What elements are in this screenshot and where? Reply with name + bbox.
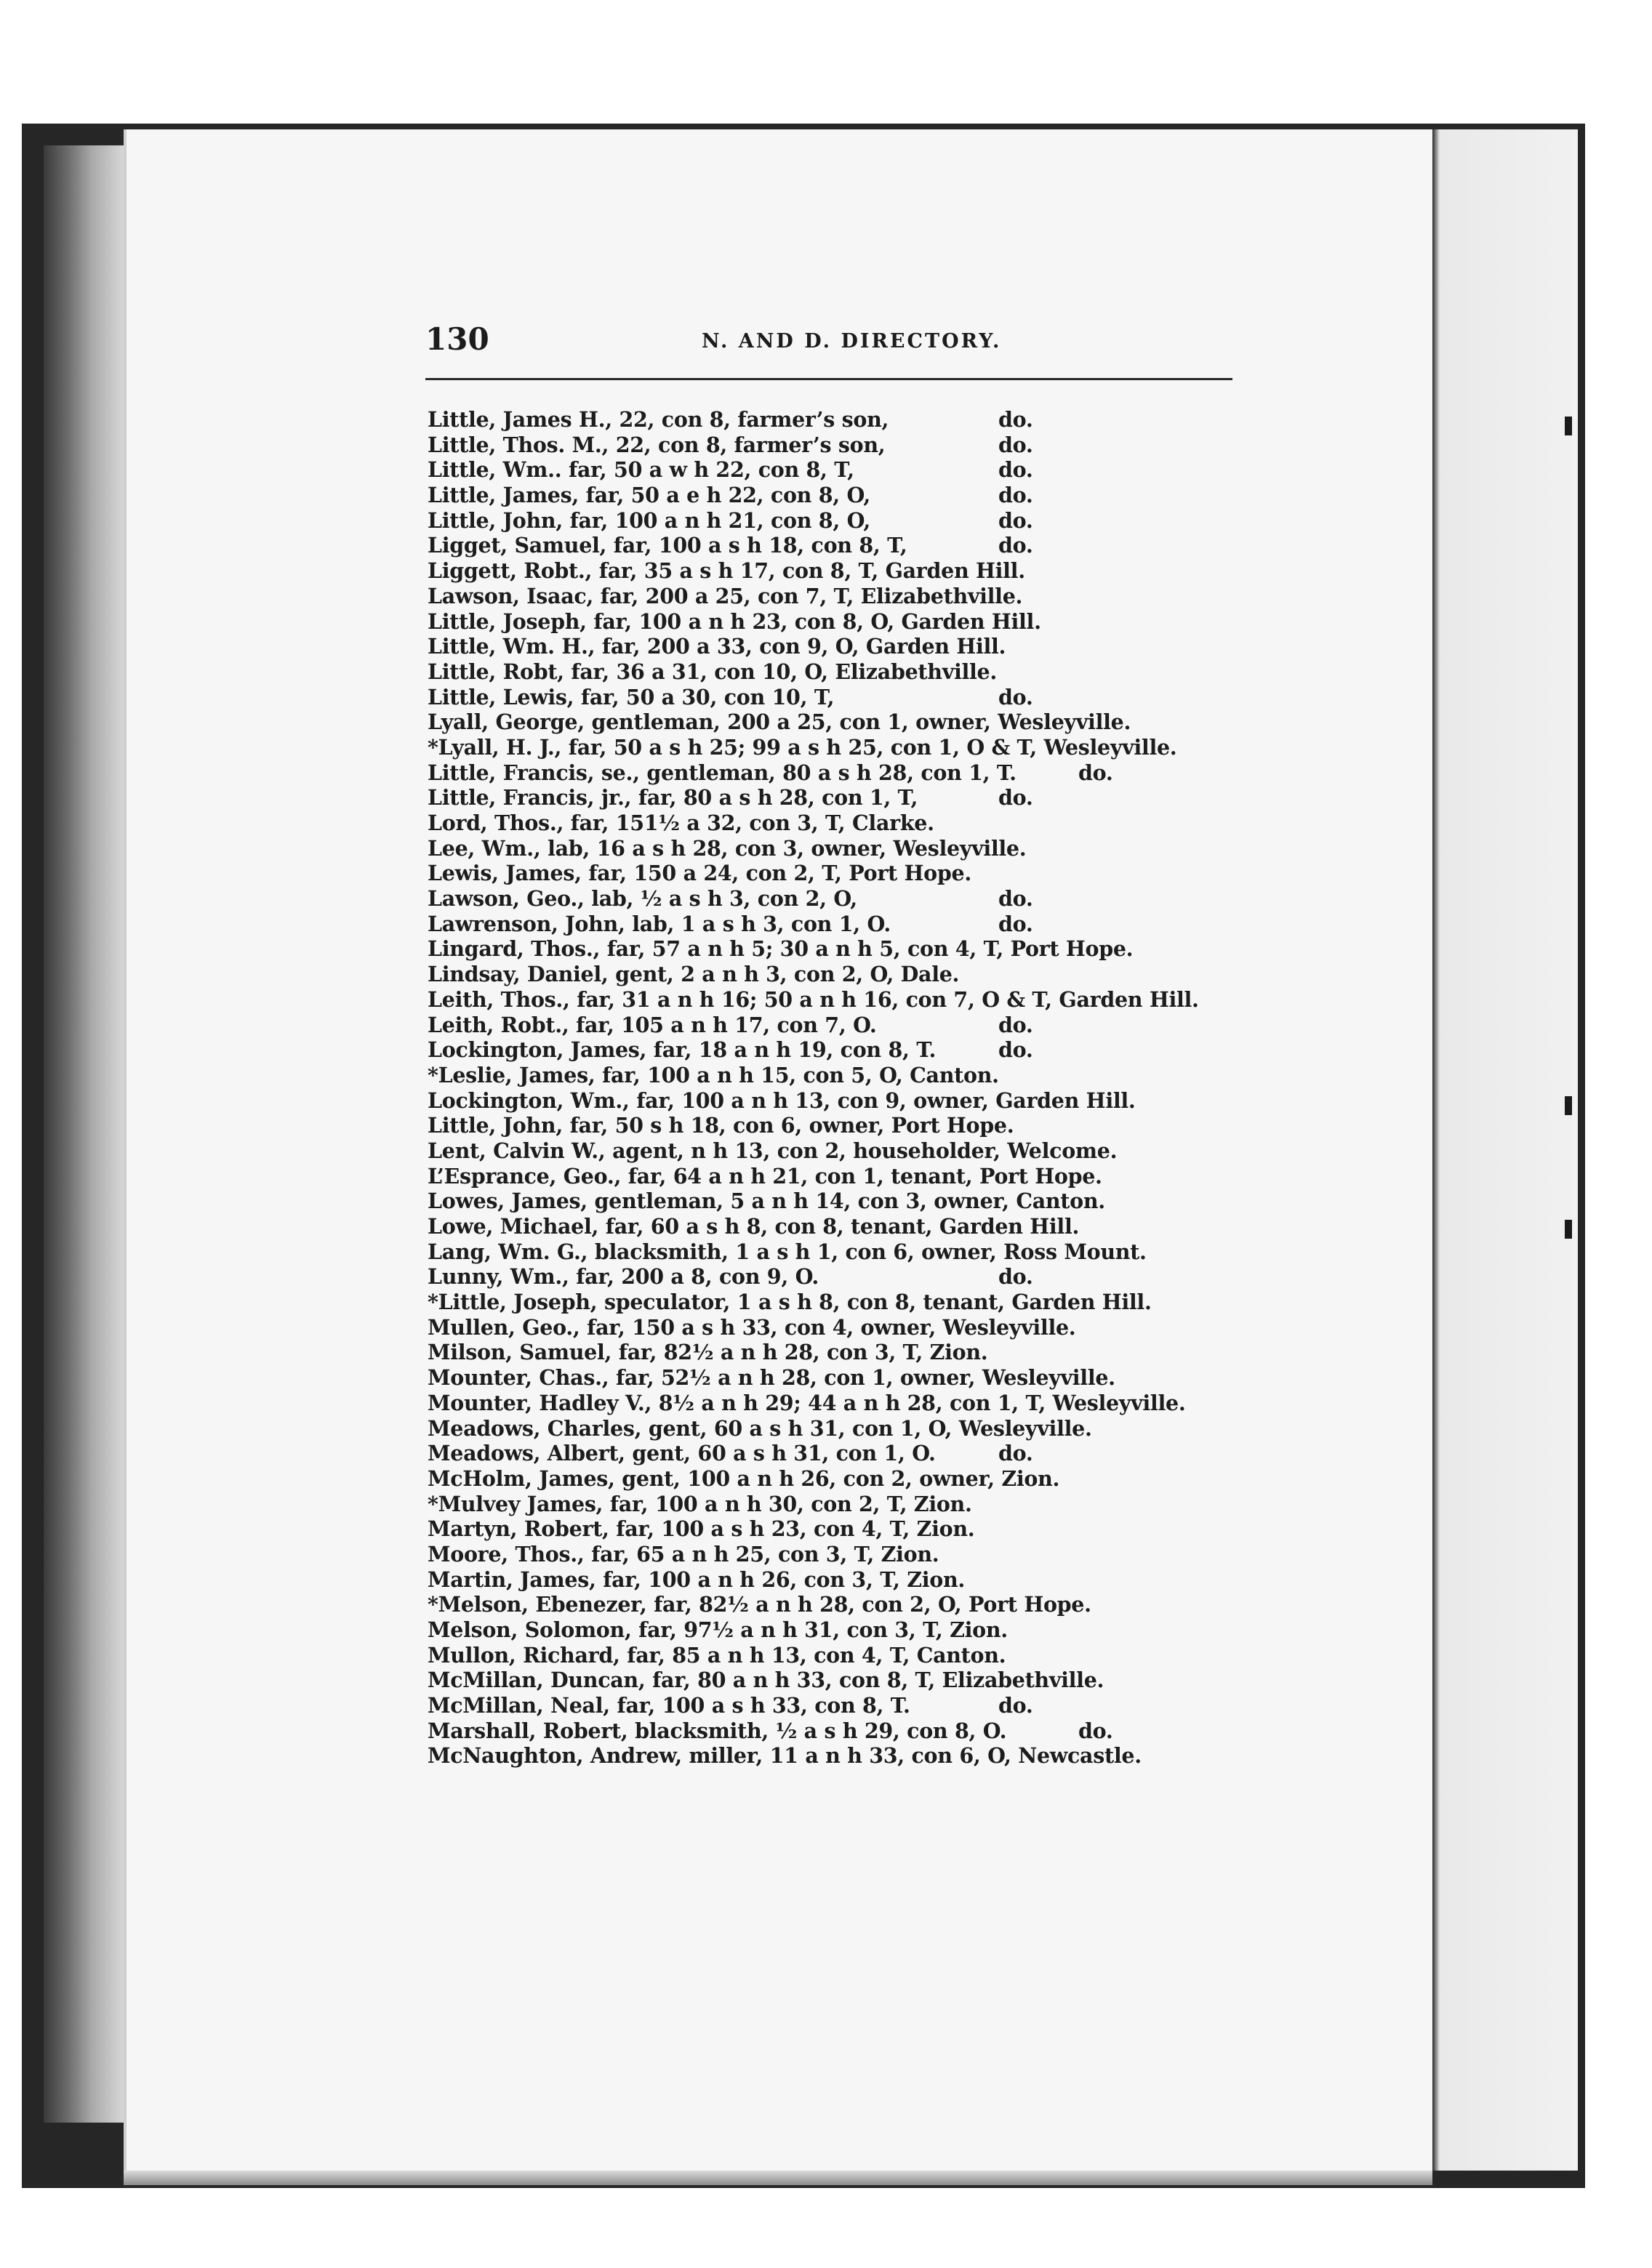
entry-text: *Melson, Ebenezer, far, 82½ a n h 28, con 2, O, Port Hope. <box>428 1592 1091 1617</box>
ditto-mark: do. <box>998 1264 1033 1290</box>
directory-entry <box>428 1542 1264 1567</box>
directory-entry <box>428 1365 1264 1391</box>
directory-entries <box>428 407 1264 1769</box>
ditto-mark: do. <box>998 785 1033 811</box>
directory-entry <box>428 433 1264 458</box>
directory-entry <box>428 609 1264 635</box>
entry-text: McMillan, Neal, far, 100 a s h 33, con 8, T. <box>428 1693 910 1718</box>
directory-entry <box>428 1214 1264 1239</box>
directory-entry <box>428 407 1264 433</box>
directory-entry <box>428 1013 1264 1038</box>
entry-text: Lockington, Wm., far, 100 a n h 13, con 9, owner, Garden Hill. <box>428 1087 1136 1113</box>
entry-text: McMillan, Duncan, far, 80 a n h 33, con 8, T, Elizabethville. <box>428 1668 1104 1693</box>
directory-entry <box>428 634 1264 659</box>
entry-text: Lawson, Geo., lab, ½ a s h 3, con 2, O, <box>428 886 857 912</box>
entry-text: Little, James, far, 50 a e h 22, con 8, O, <box>428 483 870 508</box>
directory-entry <box>428 1592 1264 1617</box>
margin-mark <box>1565 1096 1572 1115</box>
entry-text: Little, Wm.. far, 50 a w h 22, con 8, T, <box>428 457 854 483</box>
margin-mark <box>1565 417 1572 435</box>
directory-entry <box>428 886 1264 912</box>
entry-text: Lord, Thos., far, 151½ a 32, con 3, T, Clarke. <box>428 811 934 835</box>
entry-text: Little, James H., 22, con 8, farmer’s son, <box>428 407 889 432</box>
entry-text: Lindsay, Daniel, gent, 2 a n h 3, con 2, O, Dale. <box>428 962 960 987</box>
directory-entry <box>428 735 1264 760</box>
entry-text: Little, John, far, 100 a n h 21, con 8, O, <box>428 507 871 533</box>
directory-entry <box>428 1441 1264 1466</box>
entry-text: Moore, Thos., far, 65 a n h 25, con 3, T, Zion. <box>428 1541 939 1567</box>
directory-entry <box>428 457 1264 483</box>
directory-entry <box>428 1492 1264 1517</box>
directory-entry <box>428 811 1264 836</box>
directory-entry <box>428 685 1264 710</box>
directory-entry <box>428 1567 1264 1593</box>
ditto-mark: do. <box>1078 1718 1113 1743</box>
ditto-mark: do. <box>998 886 1033 912</box>
entry-text: Lawrenson, John, lab, 1 a s h 3, con 1, O. <box>428 911 891 936</box>
ditto-mark: do. <box>1078 760 1113 785</box>
directory-entry <box>428 1088 1264 1114</box>
entry-text: Liggett, Robt., far, 35 a s h 17, con 8, T, Garden Hill. <box>428 558 1025 584</box>
entry-text: Leith, Thos., far, 31 a n h 16; 50 a n h 16, con 7, O & T, Garden Hill. <box>428 986 1199 1012</box>
ditto-mark: do. <box>998 483 1033 508</box>
directory-entry <box>428 1416 1264 1441</box>
directory-entry <box>428 1617 1264 1643</box>
directory-entry <box>428 1693 1264 1718</box>
entry-text: Mounter, Hadley V., 8½ a n h 29; 44 a n h 28, con 1, T, Wesleyville. <box>428 1390 1186 1415</box>
page-number: 130 <box>425 321 489 357</box>
entry-text: Lewis, James, far, 150 a 24, con 2, T, Port Hope. <box>428 861 971 886</box>
directory-entry <box>428 1290 1264 1315</box>
directory-entry <box>428 1516 1264 1542</box>
entry-text: Lowes, James, gentleman, 5 a n h 14, con 3, owner, Canton. <box>428 1189 1105 1214</box>
entry-text: Little, John, far, 50 s h 18, con 6, owner, Port Hope. <box>428 1113 1014 1138</box>
directory-entry <box>428 1239 1264 1265</box>
margin-mark <box>1565 1220 1572 1239</box>
entry-text: *Little, Joseph, speculator, 1 a s h 8, con 8, tenant, Garden Hill. <box>428 1290 1152 1315</box>
directory-entry <box>428 483 1264 508</box>
directory-entry <box>428 1138 1264 1164</box>
entry-text: Marshall, Robert, blacksmith, ½ a s h 29, con 8, O. <box>428 1718 1007 1743</box>
directory-entry <box>428 1466 1264 1492</box>
entry-text: Little, Francis, se., gentleman, 80 a s h 28, con 1, T. <box>428 760 1017 785</box>
entry-text: Lowe, Michael, far, 60 a s h 8, con 8, tenant, Garden Hill. <box>428 1214 1080 1239</box>
entry-text: Little, Francis, jr., far, 80 a s h 28, con 1, T, <box>428 785 918 811</box>
entry-text: Lyall, George, gentleman, 200 a 25, con 1, owner, Wesleyville. <box>428 709 1131 735</box>
header-rule <box>425 378 1232 380</box>
entry-text: Lent, Calvin W., agent, n h 13, con 2, householder, Welcome. <box>428 1138 1118 1163</box>
entry-text: Martyn, Robert, far, 100 a s h 23, con 4, T, Zion. <box>428 1516 975 1542</box>
entry-text: Little, Joseph, far, 100 a n h 23, con 8, O, Garden Hill. <box>428 608 1041 634</box>
directory-entry <box>428 709 1264 735</box>
directory-entry <box>428 912 1264 937</box>
entry-text: Lockington, James, far, 18 a n h 19, con 8, T. <box>428 1037 937 1063</box>
entry-text: Little, Lewis, far, 50 a 30, con 10, T, <box>428 684 835 709</box>
directory-entry <box>428 836 1264 861</box>
entry-text: McHolm, James, gent, 100 a n h 26, con 2, owner, Zion. <box>428 1465 1060 1491</box>
entry-text: Leith, Robt., far, 105 a n h 17, con 7, O. <box>428 1012 877 1037</box>
entry-text: Little, Robt, far, 36 a 31, con 10, O, Elizabethville. <box>428 659 997 684</box>
directory-entry <box>428 1164 1264 1189</box>
entry-text: Mounter, Chas., far, 52½ a n h 28, con 1, owner, Wesleyville. <box>428 1365 1115 1391</box>
ditto-mark: do. <box>998 407 1033 432</box>
ditto-mark: do. <box>998 684 1033 709</box>
ditto-mark: do. <box>998 457 1033 483</box>
entry-text: *Mulvey James, far, 100 a n h 30, con 2, T, Zion. <box>428 1491 972 1516</box>
entry-text: Lee, Wm., lab, 16 a s h 28, con 3, owner, Wesleyville. <box>428 835 1027 861</box>
entry-text: Martin, James, far, 100 a n h 26, con 3, T, Zion. <box>428 1567 966 1592</box>
page-header <box>425 317 1232 375</box>
directory-entry <box>428 1113 1264 1138</box>
directory-entry <box>428 936 1264 962</box>
directory-entry <box>428 1340 1264 1365</box>
entry-text: Mullen, Geo., far, 150 a s h 33, con 4, owner, Wesleyville. <box>428 1314 1076 1340</box>
entry-text: McNaughton, Andrew, miller, 11 a n h 33, con 6, O, Newcastle. <box>428 1743 1142 1769</box>
directory-entry <box>428 1037 1264 1063</box>
directory-entry <box>428 1643 1264 1668</box>
ditto-mark: do. <box>998 507 1033 533</box>
entry-text: *Lyall, H. J., far, 50 a s h 25; 99 a s h 25, con 1, O & T, Wesleyville. <box>428 734 1177 760</box>
directory-entry <box>428 1264 1264 1290</box>
entry-text: Lawson, Isaac, far, 200 a 25, con 7, T, Elizabethville. <box>428 583 1023 608</box>
entry-text: Little, Thos. M., 22, con 8, farmer’s son, <box>428 432 886 457</box>
directory-entry <box>428 1189 1264 1214</box>
ditto-mark: do. <box>998 1441 1033 1466</box>
ditto-mark: do. <box>998 1037 1033 1063</box>
directory-entry <box>428 659 1264 685</box>
entry-text: Little, Wm. H., far, 200 a 33, con 9, O, Garden Hill. <box>428 634 1006 659</box>
directory-entry <box>428 1668 1264 1693</box>
directory-entry <box>428 1315 1264 1340</box>
entry-text: Lunny, Wm., far, 200 a 8, con 9, O. <box>428 1264 819 1290</box>
directory-entry <box>428 1063 1264 1088</box>
entry-text: Milson, Samuel, far, 82½ a n h 28, con 3, T, Zion. <box>428 1340 988 1365</box>
directory-entry <box>428 533 1264 558</box>
entry-text: Melson, Solomon, far, 97½ a n h 31, con 3, T, Zion. <box>428 1617 1008 1642</box>
ditto-mark: do. <box>998 1693 1033 1718</box>
book-spine-edge <box>44 145 124 2123</box>
ditto-mark: do. <box>998 432 1033 457</box>
directory-entry <box>428 987 1264 1013</box>
running-title: N. AND D. DIRECTORY. <box>702 330 1002 353</box>
directory-entry <box>428 508 1264 534</box>
directory-entry <box>428 785 1264 811</box>
entry-text: Meadows, Charles, gent, 60 a s h 31, con 1, O, Wesleyville. <box>428 1415 1092 1441</box>
entry-text: L’Esprance, Geo., far, 64 a n h 21, con 1, tenant, Port Hope. <box>428 1163 1102 1189</box>
entry-text: Lang, Wm. G., blacksmith, 1 a s h 1, con 6, owner, Ross Mount. <box>428 1239 1147 1264</box>
directory-entry <box>428 962 1264 987</box>
directory-entry <box>428 584 1264 609</box>
directory-entry <box>428 760 1264 786</box>
directory-entry <box>428 1743 1264 1769</box>
ditto-mark: do. <box>998 533 1033 558</box>
entry-text: Mullon, Richard, far, 85 a n h 13, con 4, T, Canton. <box>428 1642 1006 1668</box>
entry-text: Ligget, Samuel, far, 100 a s h 18, con 8, T, <box>428 533 907 558</box>
entry-text: *Leslie, James, far, 100 a n h 15, con 5, O, Canton. <box>428 1062 999 1087</box>
directory-entry <box>428 861 1264 886</box>
entry-text: Lingard, Thos., far, 57 a n h 5; 30 a n h 5, con 4, T, Port Hope. <box>428 936 1134 962</box>
directory-entry <box>428 1391 1264 1416</box>
ditto-mark: do. <box>998 911 1033 936</box>
entry-text: Meadows, Albert, gent, 60 a s h 31, con 1, O. <box>428 1441 936 1466</box>
directory-entry <box>428 1718 1264 1744</box>
facing-page-edge <box>1432 129 1578 2171</box>
page-bottom-edge <box>124 2171 1432 2185</box>
directory-entry <box>428 558 1264 584</box>
ditto-mark: do. <box>998 1012 1033 1037</box>
